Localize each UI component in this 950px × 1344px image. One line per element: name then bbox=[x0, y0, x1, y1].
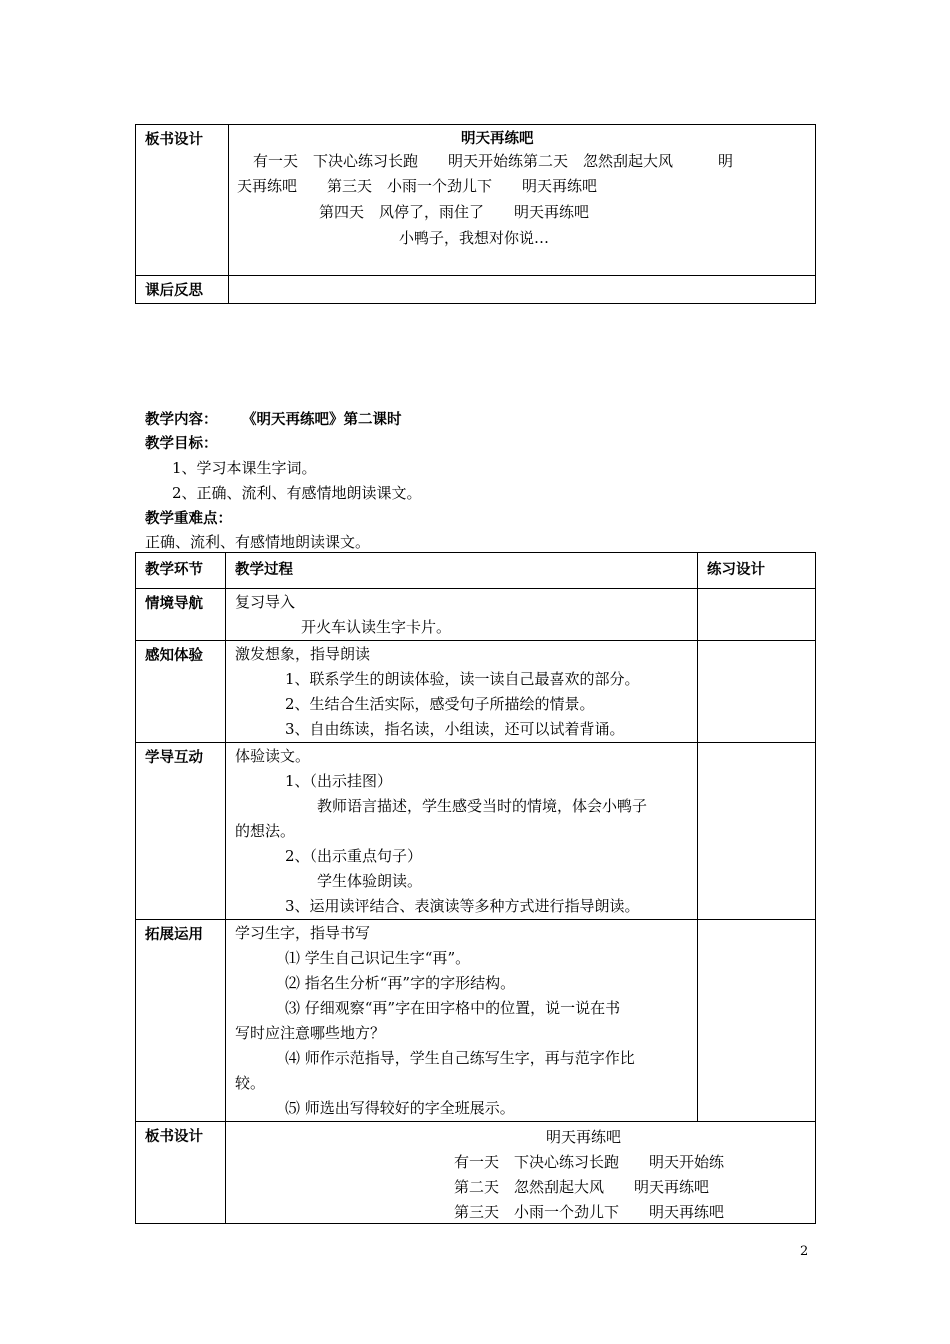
process-cell bbox=[226, 743, 698, 920]
reflection-label: 课后反思 bbox=[136, 276, 229, 304]
board-line: 第四天 风停了，雨住了 明天再练吧 bbox=[319, 203, 590, 221]
process-line: 开火车认读生字卡片。 bbox=[301, 618, 452, 636]
process-table bbox=[135, 552, 816, 1224]
practice-cell bbox=[698, 743, 816, 920]
process-line: 2、生结合生活实际，感受句子所描绘的情景。 bbox=[285, 695, 595, 713]
reflection-content bbox=[229, 276, 816, 304]
page-number: 2 bbox=[800, 1244, 809, 1259]
practice-cell bbox=[698, 641, 816, 743]
board-content bbox=[229, 125, 816, 276]
board-line: 有一天 下决心练习长跑 明天开始练第二天 忽然刮起大风 明 bbox=[253, 152, 734, 170]
process-line: 学习生字，指导书写 bbox=[235, 924, 371, 942]
content-value: 《明天再练吧》第二课时 bbox=[242, 412, 402, 428]
process-line: 教师语言描述，学生感受当时的情境，体会小鸭子 bbox=[317, 797, 648, 815]
process-line: 写时应注意哪些地方？ bbox=[235, 1024, 386, 1042]
process-line: 体验读文。 bbox=[235, 747, 311, 765]
stage-cell: 拓展运用 bbox=[136, 920, 226, 1122]
key-label: 教学重难点： bbox=[145, 511, 232, 527]
header-process: 教学过程 bbox=[226, 553, 698, 589]
practice-cell bbox=[698, 920, 816, 1122]
goal-item: 2、正确、流利、有感情地朗读课文。 bbox=[172, 484, 422, 502]
process-line: ⑸ 师选出写得较好的字全班展示。 bbox=[285, 1099, 515, 1117]
board-title-2: 明天再练吧 bbox=[546, 1128, 622, 1146]
content-label: 教学内容： bbox=[145, 412, 218, 428]
board-line: 第三天 小雨一个劲儿下 明天再练吧 bbox=[454, 1203, 725, 1221]
process-line: 3、运用读评结合、表演读等多种方式进行指导朗读。 bbox=[285, 897, 640, 915]
process-line: ⑵ 指名生分析“再”字的字形结构。 bbox=[285, 974, 516, 992]
process-line: 2、（出示重点句子） bbox=[285, 847, 423, 865]
board-title: 明天再练吧 bbox=[461, 131, 534, 147]
stage-cell: 学导互动 bbox=[136, 743, 226, 920]
process-line: 学生体验朗读。 bbox=[317, 872, 423, 890]
board-line: 有一天 下决心练习长跑 明天开始练 bbox=[454, 1153, 725, 1171]
goals-label: 教学目标： bbox=[145, 436, 218, 452]
process-line: 较。 bbox=[235, 1074, 266, 1092]
header-practice: 练习设计 bbox=[698, 553, 816, 589]
process-line: ⑴ 学生自己识记生字“再”。 bbox=[285, 949, 471, 967]
process-line: ⑶ 仔细观察“再”字在田字格中的位置，说一说在书 bbox=[285, 999, 621, 1017]
process-line: 1、联系学生的朗读体验，读一读自己最喜欢的部分。 bbox=[285, 670, 640, 688]
board-line: 天再练吧 第三天 小雨一个劲儿下 明天再练吧 bbox=[237, 177, 598, 195]
process-line: 3、自由练读，指名读，小组读，还可以试着背诵。 bbox=[285, 720, 625, 738]
goal-item: 1、学习本课生字词。 bbox=[172, 459, 317, 477]
process-line: 复习导入 bbox=[235, 593, 296, 611]
stage-cell: 感知体验 bbox=[136, 641, 226, 743]
board-label: 板书设计 bbox=[136, 125, 229, 276]
board-line: 小鸭子，我想对你说… bbox=[399, 229, 550, 247]
stage-cell: 情境导航 bbox=[136, 589, 226, 641]
practice-cell bbox=[698, 589, 816, 641]
key-value: 正确、流利、有感情地朗读课文。 bbox=[145, 533, 371, 551]
board-content-2 bbox=[226, 1122, 816, 1224]
header-stage: 教学环节 bbox=[136, 553, 226, 589]
process-cell bbox=[226, 920, 698, 1122]
process-line: 激发想象，指导朗读 bbox=[235, 645, 371, 663]
stage-cell: 板书设计 bbox=[136, 1122, 226, 1224]
board-table-1 bbox=[135, 124, 816, 304]
process-line: 的想法。 bbox=[235, 822, 296, 840]
process-line: ⑷ 师作示范指导，学生自己练写生字，再与范字作比 bbox=[285, 1049, 635, 1067]
board-line: 第二天 忽然刮起大风 明天再练吧 bbox=[454, 1178, 710, 1196]
process-cell bbox=[226, 641, 698, 743]
process-cell bbox=[226, 589, 698, 641]
process-line: 1、（出示挂图） bbox=[285, 772, 393, 790]
